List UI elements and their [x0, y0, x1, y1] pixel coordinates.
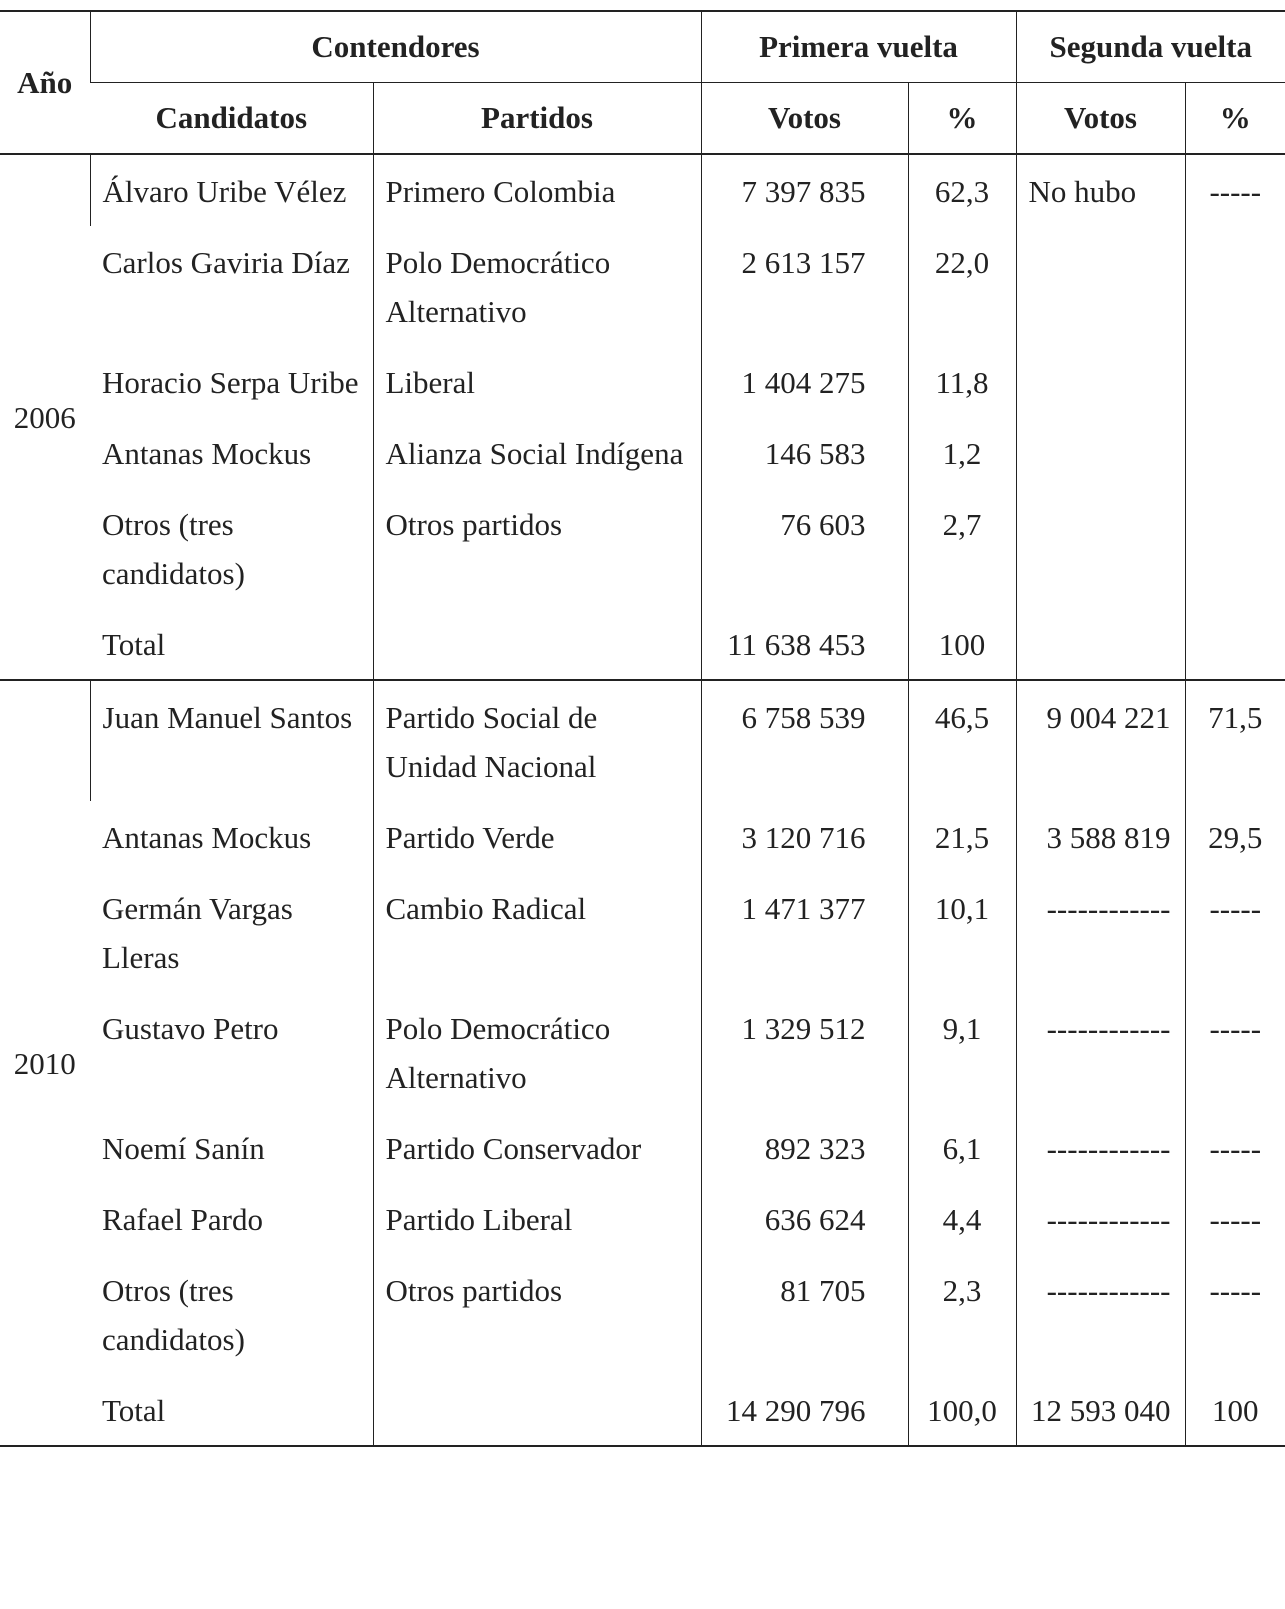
candidate-cell: Álvaro Uribe Vélez	[90, 154, 373, 226]
table-header	[0, 11, 1285, 154]
table-row	[0, 992, 1285, 1112]
pct-second-cell: 29,5	[1185, 801, 1285, 872]
votes-second-cell: ------------	[1016, 1112, 1185, 1183]
pct-first-cell: 11,8	[908, 346, 1016, 417]
candidate-cell: Total	[102, 1393, 166, 1428]
year-cell: 2006	[13, 399, 76, 435]
pct-second-cell: -----	[1185, 154, 1285, 226]
candidate-cell: Juan Manuel Santos	[90, 680, 373, 801]
header-candidates: Candidatos	[90, 83, 373, 155]
pct-second-cell: 71,5	[1185, 680, 1285, 801]
votes-first-cell: 146 583	[701, 417, 908, 488]
pct-first-cell: 4,4	[908, 1183, 1016, 1254]
pct-first-cell: 21,5	[908, 801, 1016, 872]
pct-second-cell: -----	[1185, 1112, 1285, 1183]
table-row	[0, 417, 1285, 488]
header-parties: Partidos	[373, 83, 701, 155]
pct-second-cell	[1185, 608, 1285, 680]
table-row	[0, 872, 1285, 992]
candidate-cell: Otros (tres candidatos)	[102, 1273, 245, 1357]
pct-first-cell: 1,2	[908, 417, 1016, 488]
votes-second-cell: ------------	[1016, 1183, 1185, 1254]
candidate-cell: Total	[102, 627, 166, 662]
table-row	[0, 226, 1285, 346]
pct-first-cell: 46,5	[908, 680, 1016, 801]
pct-first-cell: 100,0	[908, 1374, 1016, 1446]
table-row	[0, 801, 1285, 872]
votes-second-cell	[1016, 346, 1185, 417]
votes-second-cell: ------------	[1016, 872, 1185, 992]
votes-first-cell: 1 404 275	[701, 346, 908, 417]
votes-first-cell: 2 613 157	[701, 226, 908, 346]
candidate-cell: Otros (tres candidatos)	[102, 507, 245, 591]
party-cell: Partido Liberal	[373, 1183, 701, 1254]
party-cell: Otros partidos	[373, 488, 701, 608]
year-cell: 2010	[13, 1045, 76, 1081]
votes-first-cell: 3 120 716	[701, 801, 908, 872]
party-cell: Otros partidos	[373, 1254, 701, 1374]
votes-second-cell: ------------	[1016, 992, 1185, 1112]
table-row	[0, 1254, 1285, 1374]
votes-first-cell: 892 323	[701, 1112, 908, 1183]
party-cell: Cambio Radical	[373, 872, 701, 992]
candidate-cell: Noemí Sanín	[102, 1131, 265, 1166]
votes-first-cell: 1 471 377	[701, 872, 908, 992]
table-row	[0, 608, 1285, 680]
party-cell	[373, 1374, 701, 1446]
candidate-cell: Rafael Pardo	[102, 1202, 263, 1237]
votes-first-cell: 7 397 835	[701, 154, 908, 226]
pct-first-cell: 2,7	[908, 488, 1016, 608]
section-2010	[0, 680, 1285, 1446]
header-votes-second: Votos	[1016, 83, 1185, 155]
votes-second-cell: 9 004 221	[1016, 680, 1185, 801]
votes-second-cell	[1016, 226, 1185, 346]
pct-first-cell: 2,3	[908, 1254, 1016, 1374]
header-year: Año	[0, 11, 90, 154]
pct-second-cell: -----	[1185, 1183, 1285, 1254]
pct-second-cell	[1185, 417, 1285, 488]
party-cell: Partido Social de Unidad Nacional	[373, 680, 701, 801]
table-row	[0, 154, 1285, 226]
votes-first-cell: 636 624	[701, 1183, 908, 1254]
pct-first-cell: 22,0	[908, 226, 1016, 346]
header-pct-first: %	[908, 83, 1016, 155]
party-cell: Primero Colombia	[373, 154, 701, 226]
party-cell: Partido Verde	[373, 801, 701, 872]
party-cell	[373, 608, 701, 680]
votes-first-cell: 14 290 796	[701, 1374, 908, 1446]
pct-second-cell: -----	[1185, 992, 1285, 1112]
party-cell: Alianza Social Indígena	[373, 417, 701, 488]
pct-first-cell: 9,1	[908, 992, 1016, 1112]
votes-first-cell: 6 758 539	[701, 680, 908, 801]
table-row	[0, 1183, 1285, 1254]
party-cell: Polo Democrático Alternativo	[373, 226, 701, 346]
votes-second-cell: 12 593 040	[1016, 1374, 1185, 1446]
votes-first-cell: 76 603	[701, 488, 908, 608]
table-row	[0, 488, 1285, 608]
table-row	[0, 1112, 1285, 1183]
party-cell: Partido Conservador	[373, 1112, 701, 1183]
candidate-cell: Carlos Gaviria Díaz	[102, 245, 350, 280]
candidate-cell: Horacio Serpa Uribe	[102, 365, 359, 400]
candidate-cell: Germán Vargas Lleras	[102, 891, 293, 975]
section-2006	[0, 154, 1285, 680]
table-row	[0, 1374, 1285, 1446]
candidate-cell: Antanas Mockus	[102, 436, 312, 471]
election-results-table	[0, 10, 1285, 1447]
table-row	[0, 346, 1285, 417]
votes-second-cell	[1016, 488, 1185, 608]
pct-first-cell: 100	[908, 608, 1016, 680]
candidate-cell: Gustavo Petro	[102, 1011, 279, 1046]
votes-first-cell: 11 638 453	[701, 608, 908, 680]
pct-second-cell	[1185, 226, 1285, 346]
pct-second-cell	[1185, 346, 1285, 417]
pct-second-cell	[1185, 488, 1285, 608]
votes-second-cell: No hubo	[1016, 154, 1185, 226]
header-second-round: Segunda vuelta	[1016, 11, 1285, 83]
header-first-round: Primera vuelta	[701, 11, 1016, 83]
votes-second-cell: ------------	[1016, 1254, 1185, 1374]
header-contenders: Contendores	[90, 11, 701, 83]
header-votes-first: Votos	[701, 83, 908, 155]
votes-first-cell: 81 705	[701, 1254, 908, 1374]
pct-first-cell: 6,1	[908, 1112, 1016, 1183]
votes-second-cell	[1016, 608, 1185, 680]
pct-first-cell: 62,3	[908, 154, 1016, 226]
pct-first-cell: 10,1	[908, 872, 1016, 992]
pct-second-cell: -----	[1185, 872, 1285, 992]
header-pct-second: %	[1185, 83, 1285, 155]
candidate-cell: Antanas Mockus	[102, 820, 312, 855]
pct-second-cell: 100	[1185, 1374, 1285, 1446]
party-cell: Liberal	[373, 346, 701, 417]
table-row	[0, 680, 1285, 801]
votes-first-cell: 1 329 512	[701, 992, 908, 1112]
votes-second-cell: 3 588 819	[1016, 801, 1185, 872]
party-cell: Polo Democrático Alternativo	[373, 992, 701, 1112]
votes-second-cell	[1016, 417, 1185, 488]
pct-second-cell: -----	[1185, 1254, 1285, 1374]
